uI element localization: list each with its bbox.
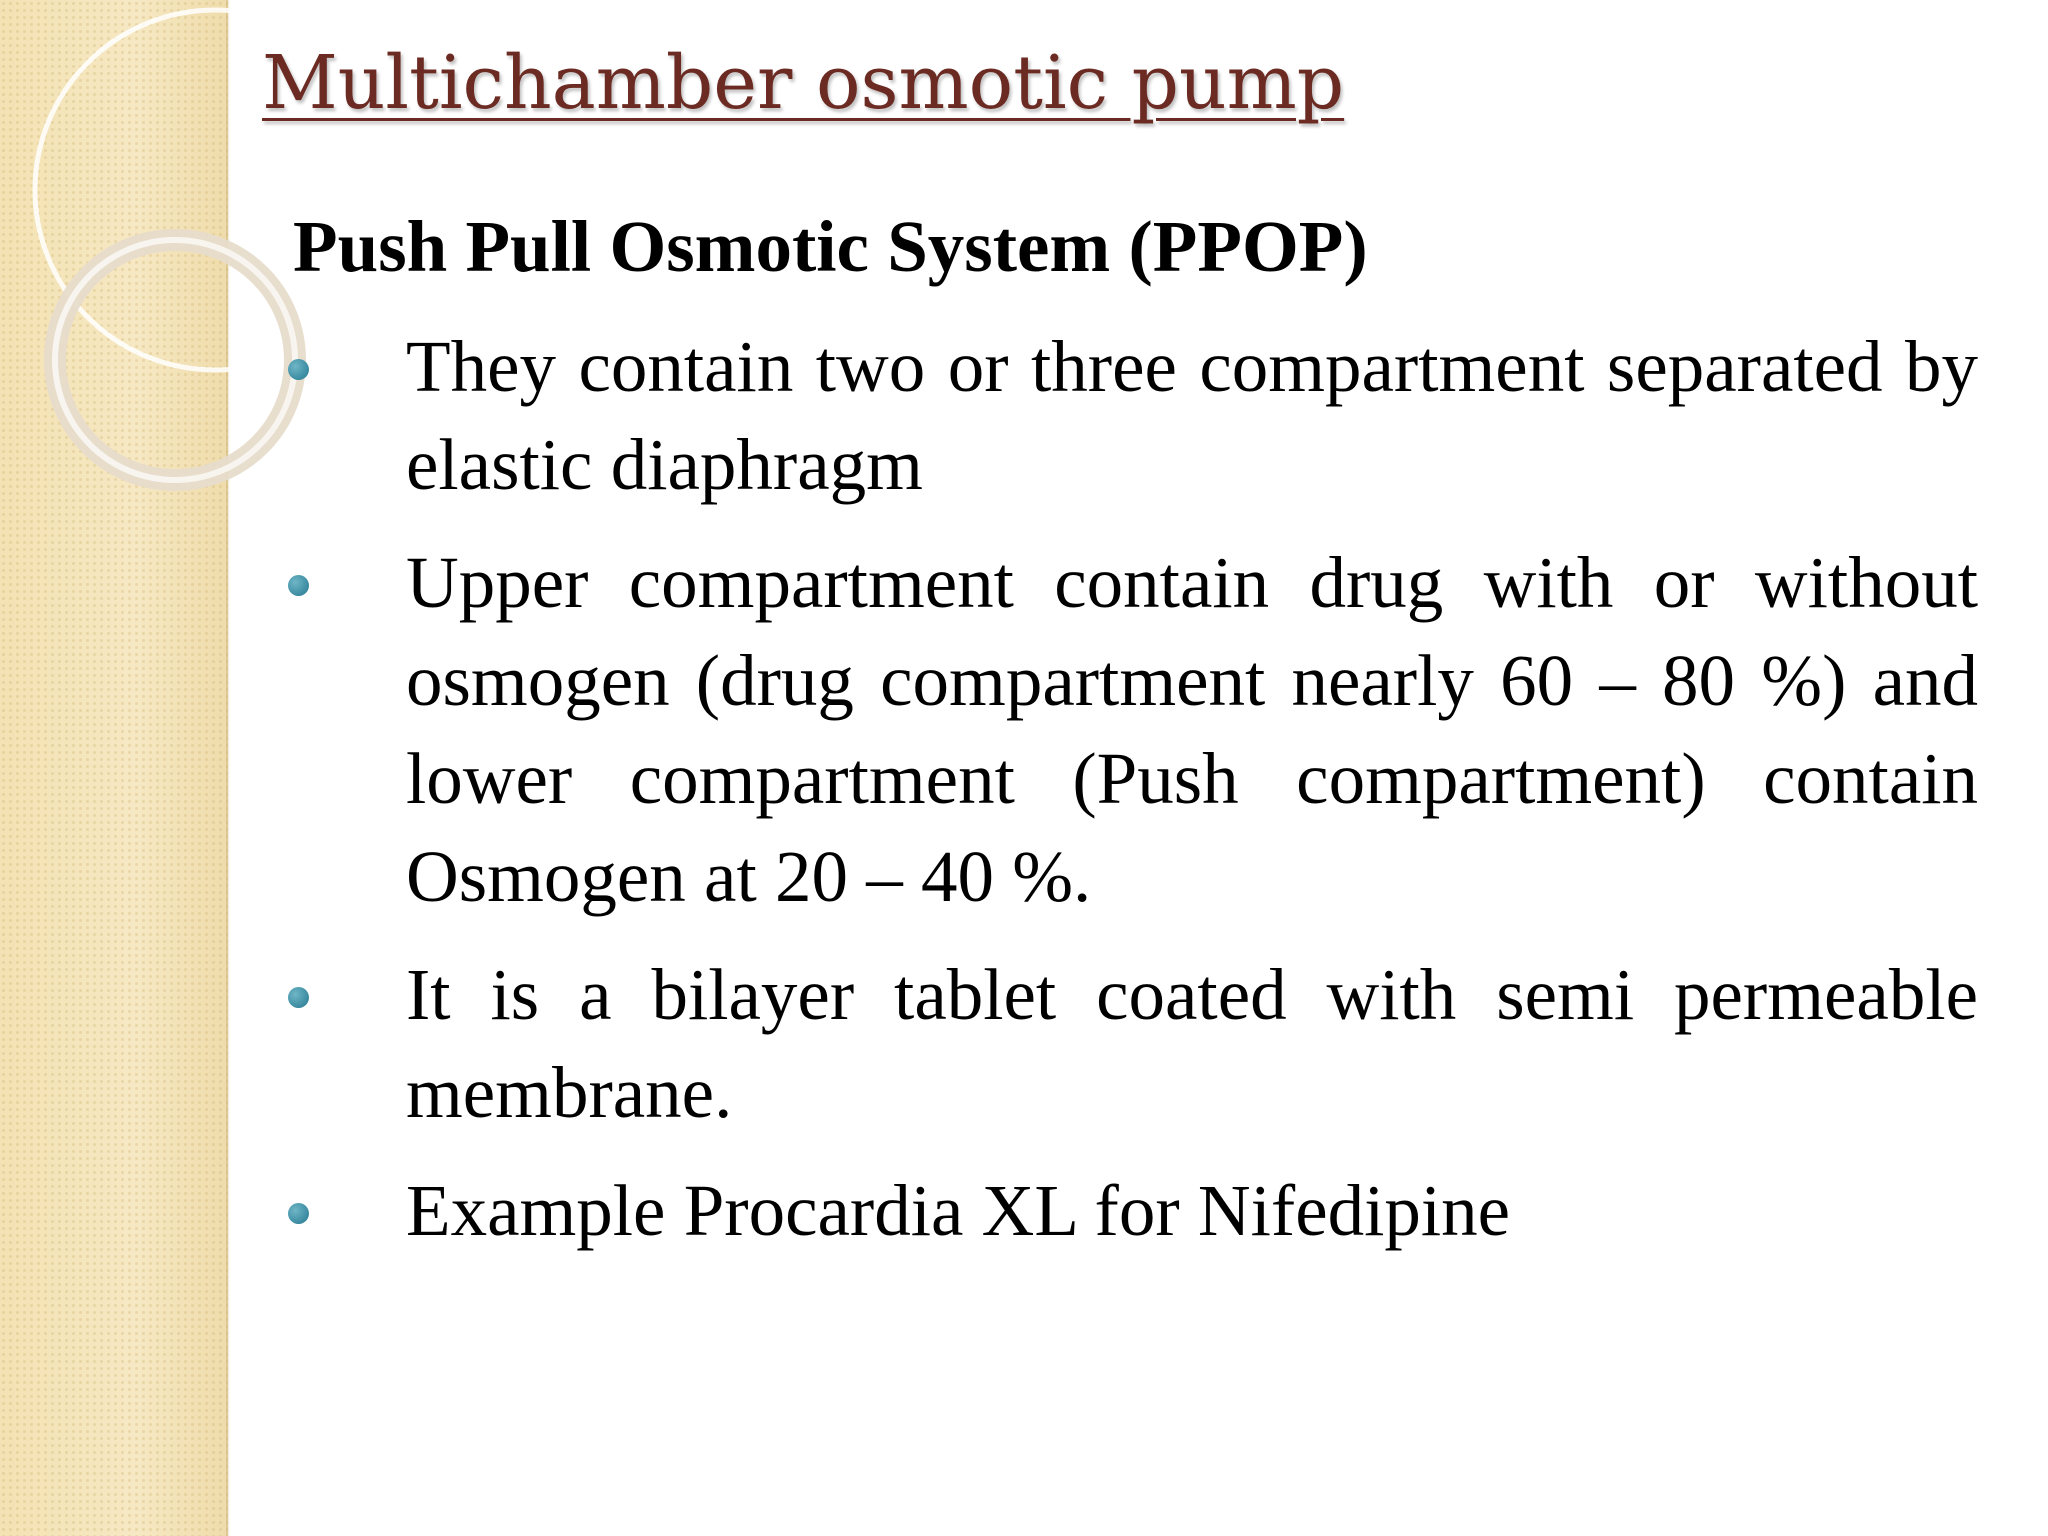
bullet-dot-icon <box>288 987 309 1008</box>
bullet-item <box>278 534 1978 926</box>
bullet-dot-icon <box>288 359 309 380</box>
bullet-text: They contain two or three compartment separated by elastic diaphragm <box>406 326 1978 505</box>
slide-subtitle: Push Pull Osmotic System (PPOP) <box>293 206 1368 287</box>
bullet-item <box>278 318 1978 514</box>
bullet-text: Upper compartment contain drug with or without osmogen (drug compartment nearly 60 – 80 %) and lower compartment (Push compartment) contain Osmogen at 20 – 40 %. <box>406 542 1978 917</box>
bullet-item <box>278 946 1978 1142</box>
slide-title: Multichamber osmotic pump <box>262 40 1345 126</box>
bullet-dot-icon <box>288 1203 309 1224</box>
bullet-item <box>278 1162 1978 1260</box>
bullet-text: Example Procardia XL for Nifedipine <box>406 1170 1511 1251</box>
bullet-text: It is a bilayer tablet coated with semi permeable membrane. <box>406 954 1978 1133</box>
bullet-dot-icon <box>288 575 309 596</box>
bullet-list <box>278 318 1978 1280</box>
